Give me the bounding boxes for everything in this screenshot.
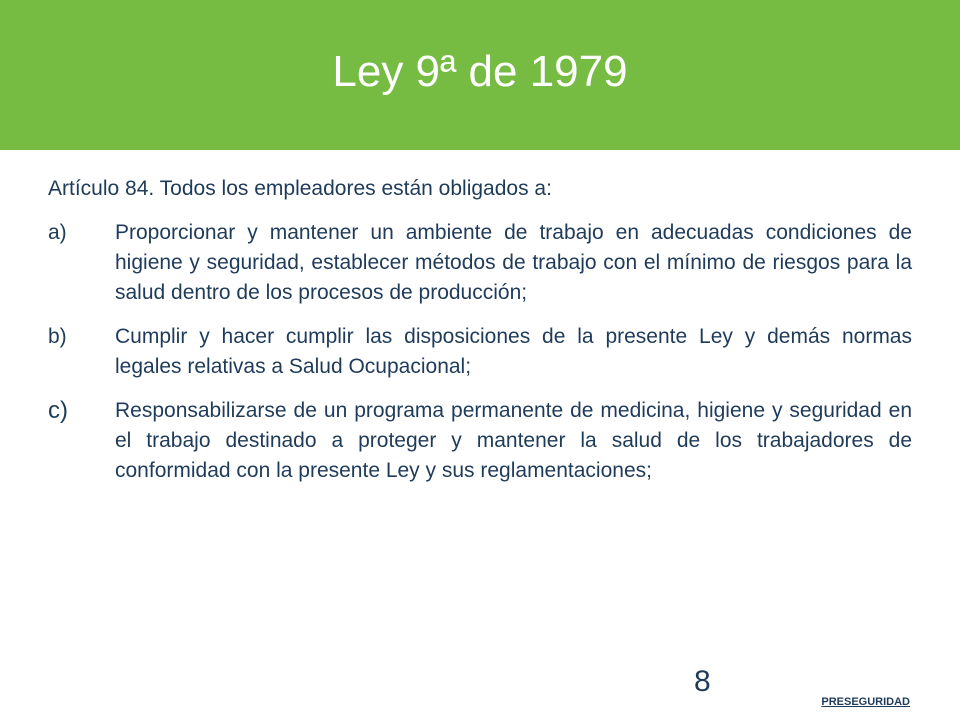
list-marker-c: c)	[48, 397, 68, 424]
title-banner	[0, 0, 960, 150]
list-marker-a: a)	[48, 221, 67, 244]
list-marker-b: b)	[48, 325, 67, 348]
article-content	[48, 174, 912, 500]
slide-title: Ley 9ª de 1979	[332, 47, 628, 96]
list-item-c	[48, 396, 912, 486]
page-number: 8	[694, 665, 711, 698]
list-item-text-c: Responsabilizarse de un programa permanente de medicina, higiene y seguridad en el trabajo destinado a proteger y mantener la salud de los trabajadores de conformidad con la presente Ley y sus reglamentaciones;	[115, 399, 912, 482]
list-item-b	[48, 322, 912, 382]
list-item-a	[48, 218, 912, 308]
list-item-text-a: Proporcionar y mantener un ambiente de trabajo en adecuadas condiciones de higiene y seguridad, establecer métodos de trabajo con el mínimo de riesgos para la salud dentro de los procesos de producción;	[115, 221, 912, 304]
list-item-text-b: Cumplir y hacer cumplir las disposiciones de la presente Ley y demás normas legales relativas a Salud Ocupacional;	[115, 325, 912, 378]
article-intro: Artículo 84. Todos los empleadores están obligados a:	[48, 177, 552, 200]
brand-link[interactable]: PRESEGURIDAD	[821, 696, 910, 708]
